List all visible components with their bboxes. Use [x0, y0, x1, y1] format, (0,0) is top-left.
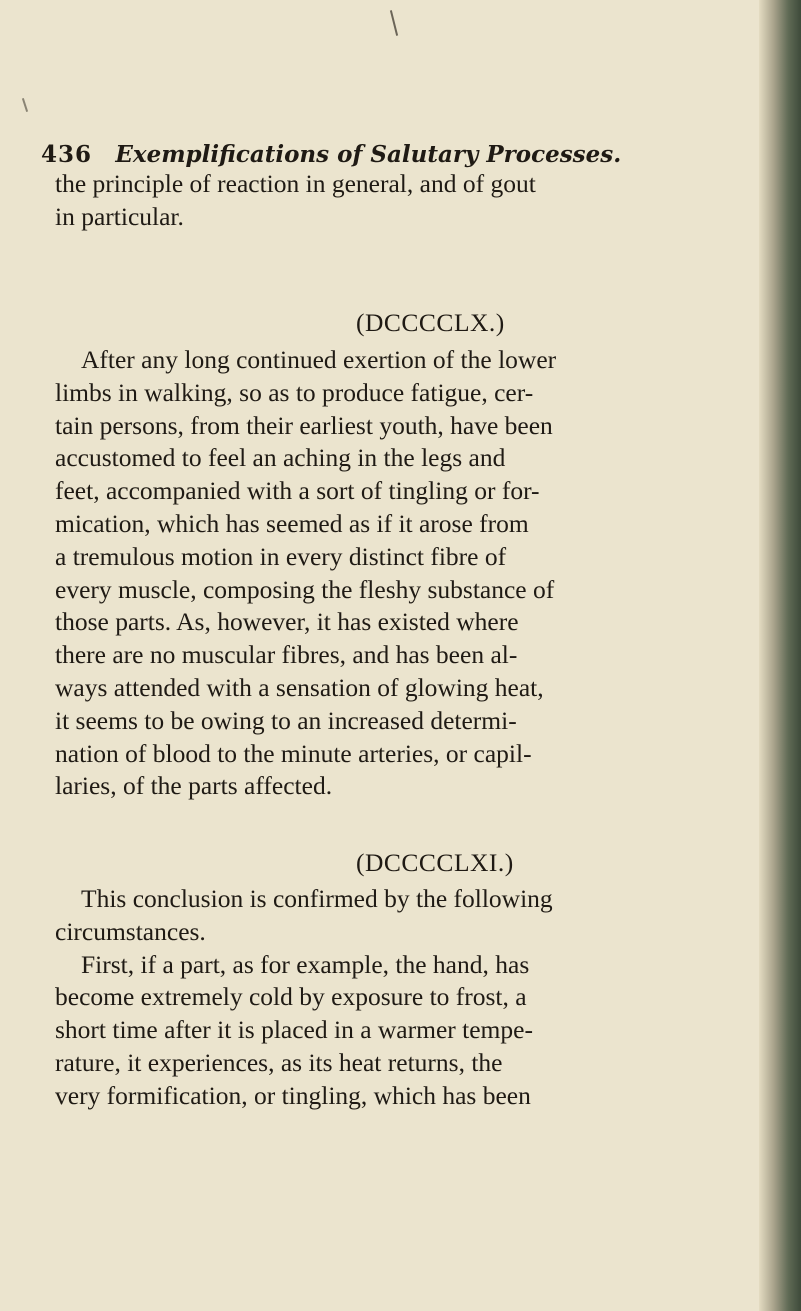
- text-line: accustomed to feel an aching in the legs and: [55, 443, 506, 473]
- ink-mark: [390, 10, 398, 36]
- text-line: rature, it experiences, as its heat returns, the: [55, 1047, 503, 1077]
- section-heading: (DCCCCLXI.): [356, 848, 514, 877]
- text-line: those parts. As, however, it has existed where: [55, 607, 519, 637]
- text-line: a tremulous motion in every distinct fibre of: [55, 541, 507, 571]
- text-line: First, if a part, as for example, the hand, has: [81, 949, 530, 979]
- text-line: circumstances.: [55, 916, 206, 946]
- text-line: every muscle, composing the fleshy substance of: [55, 574, 555, 604]
- text-line: become extremely cold by exposure to frost, a: [55, 982, 527, 1012]
- text-line: tain persons, from their earliest youth, have been: [55, 410, 553, 440]
- text-line: This conclusion is confirmed by the following: [81, 884, 553, 913]
- page-edge-shadow: [759, 0, 801, 1311]
- ink-mark: [22, 98, 28, 112]
- text-line: very formification, or tingling, which has been: [55, 1080, 531, 1110]
- text-line: limbs in walking, so as to produce fatigue, cer-: [55, 377, 534, 407]
- text-line: there are no muscular fibres, and has been al-: [55, 640, 518, 670]
- text-line: ways attended with a sensation of glowing heat,: [55, 672, 544, 702]
- section-heading: (DCCCCLX.): [356, 308, 505, 337]
- paragraph-continuation: [55, 168, 715, 234]
- section-body: [55, 344, 715, 803]
- text-line: in particular.: [55, 201, 184, 231]
- page-number: 436: [41, 141, 93, 168]
- text-line: the principle of reaction in general, and of gout: [55, 169, 536, 198]
- section-body: [55, 883, 715, 1113]
- text-line: it seems to be owing to an increased determi-: [55, 705, 517, 735]
- page-header: [41, 138, 741, 172]
- text-line: short time after it is placed in a warmer tempe-: [55, 1015, 533, 1045]
- text-line: laries, of the parts affected.: [55, 771, 333, 801]
- text-line: nation of blood to the minute arteries, or capil-: [55, 738, 532, 768]
- text-line: mication, which has seemed as if it arose from: [55, 508, 529, 538]
- text-line: After any long continued exertion of the lower: [81, 345, 557, 374]
- text-line: feet, accompanied with a sort of tingling or for-: [55, 476, 540, 506]
- running-title: Exemplifications of Salutary Processes.: [115, 141, 622, 168]
